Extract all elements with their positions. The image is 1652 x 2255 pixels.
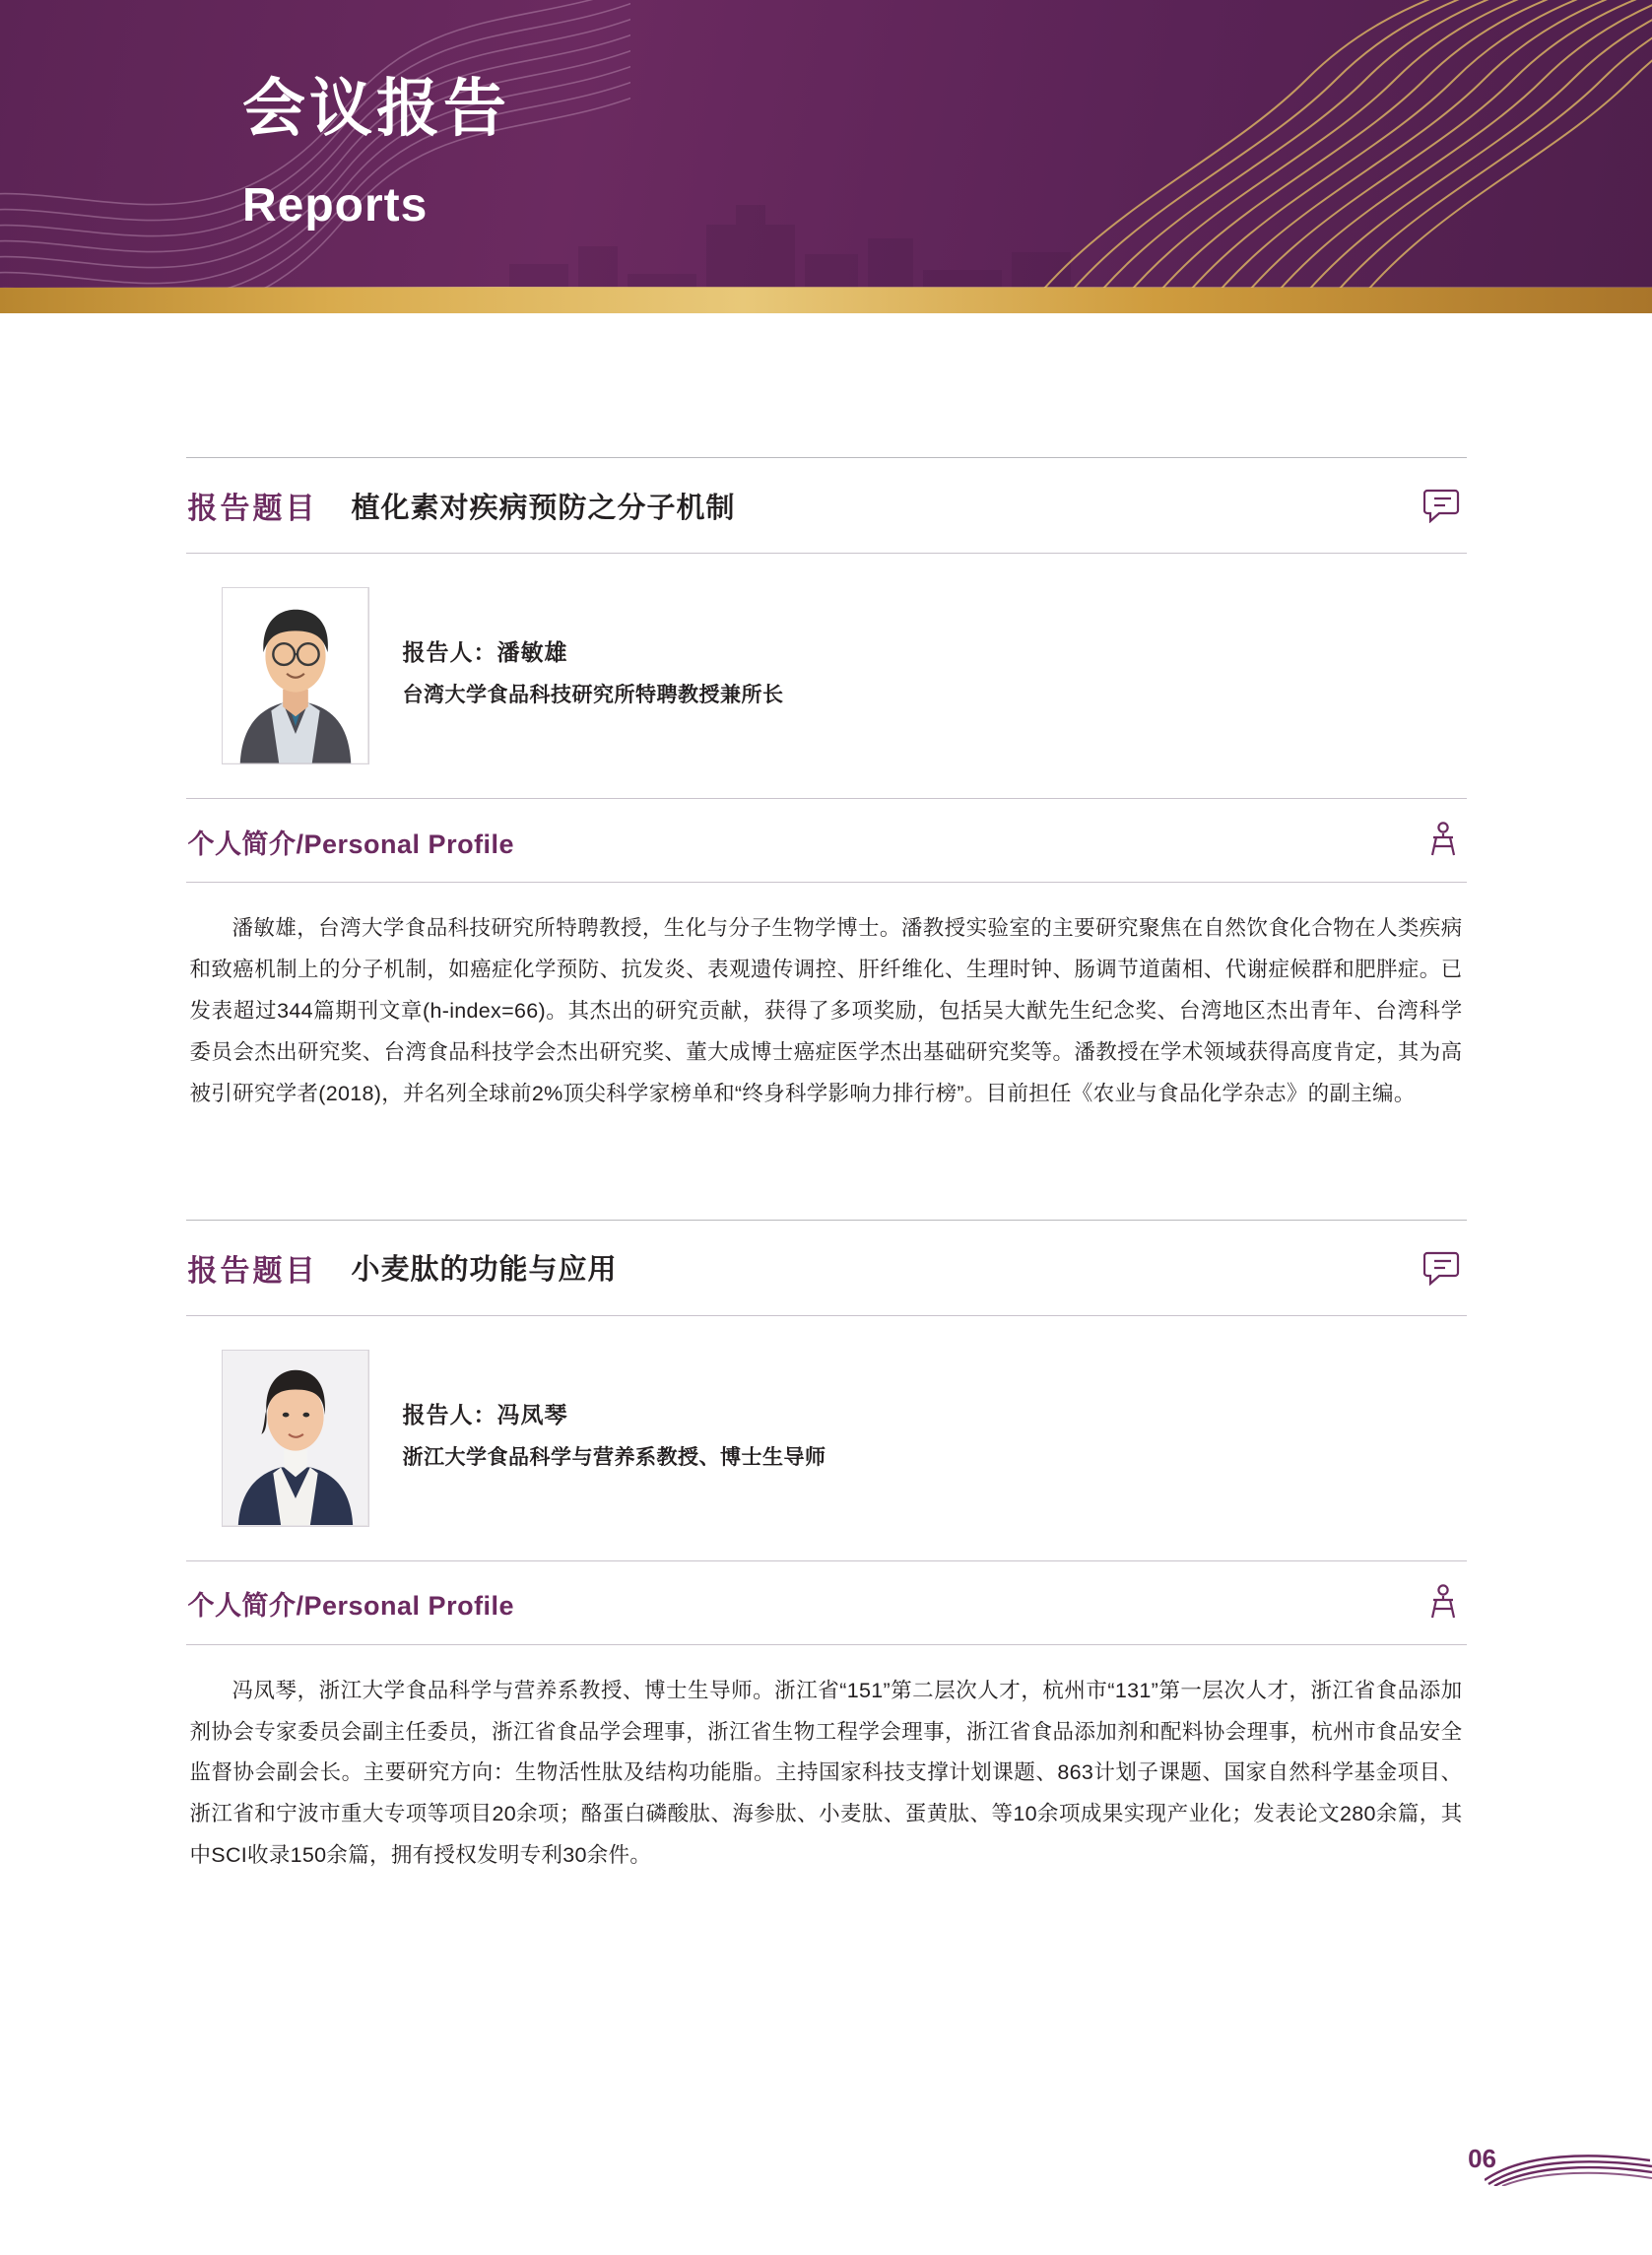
speaker-label: 报告人： [402, 639, 497, 665]
speaker-meta [403, 587, 784, 708]
speaker-affiliation: 台湾大学食品科技研究所特聘教授兼所长 [402, 684, 784, 706]
profile-text-body [186, 1645, 1467, 1878]
report-title-label: 报告题目 [187, 493, 318, 525]
profile-heading: 个人简介/Personal Profile [187, 1591, 515, 1622]
report-title: 植化素对疾病预防之分子机制 [351, 492, 736, 524]
report-title-label: 报告题目 [187, 1254, 318, 1288]
speaker-meta [403, 1350, 826, 1471]
speaker-label: 报告人： [402, 1401, 497, 1427]
speech-bubble-icon [1421, 1248, 1465, 1288]
profile-heading-row [186, 1561, 1467, 1644]
speaker-affiliation: 浙江大学食品科学与营养系教授、博士生导师 [402, 1445, 826, 1469]
banner-gold-bar [0, 288, 1652, 313]
profile-heading: 个人简介/Personal Profile [187, 829, 515, 859]
portrait-illustration [223, 588, 368, 763]
speaker-name: 冯凤琴 [496, 1401, 568, 1427]
speaker-podium-icon [1421, 1583, 1465, 1625]
profile-paragraph: 潘敏雄，台湾大学食品科技研究所特聘教授，生化与分子生物学博士。潘教授实验室的主要研究聚焦在自然饮食化合物在人类疾病和致癌机制上的分子机制，如癌症化学预防、抗发炎、表观遗传调控、肝纤维化、生理时钟、肠调节道菌相、代谢症候群和肥胖症。已发表超过344篇期刊文章(h-index=66)。其杰出的研究贡献，获得了多项奖励，包括吴大猷先生纪念奖、台湾地区杰出青年、台湾科学委员会杰出研究奖、台湾食品科技学会杰出研究奖、董大成博士癌症医学杰出基础研究奖等。潘教授在学术领域获得高度肯定，其为高被引研究学者(2018)，并名列全球前2%顶尖科学家榜单和“终身科学影响力排行榜”。目前担任《农业与食品化学杂志》的副主编。 [189, 916, 1463, 1105]
page-number: 06 [1468, 2144, 1496, 2173]
page-header-banner [0, 0, 1652, 313]
reports-content [0, 313, 1652, 1877]
portrait-illustration [223, 1351, 368, 1526]
speaker-row [186, 1316, 1467, 1560]
profile-heading-row [186, 799, 1467, 882]
report-title-row [186, 1221, 1467, 1315]
report-block [186, 457, 1467, 1115]
report-title: 小麦肽的功能与应用 [351, 1254, 618, 1287]
avatar [222, 1350, 369, 1527]
speaker-row [186, 554, 1467, 798]
wave-lines-decoration-right [884, 0, 1652, 313]
profile-paragraph: 冯凤琴，浙江大学食品科学与营养系教授、博士生导师。浙江省“151”第二层次人才，杭州市“131”第一层次人才，浙江省食品添加剂协会专家委员会副主任委员，浙江省食品学会理事，浙江省生物工程学会理事，浙江省食品添加剂和配料协会理事，杭州市食品安全监督协会副会长。主要研究方向：生物活性肽及结构功能脂。主持国家科技支撑计划课题、863计划子课题、国家自然科学基金项目、浙江省和宁波市重大专项等项目20余项；酪蛋白磷酸肽、海参肽、小麦肽、蛋黄肽、等10余项成果实现产业化；发表论文280余篇，其中SCI收录150余篇，拥有授权发明专利30余件。 [189, 1678, 1463, 1868]
profile-text-body [186, 883, 1467, 1115]
speaker-name-line [403, 634, 784, 667]
speech-bubble-icon [1421, 486, 1465, 525]
page-title-cn: 会议报告 [242, 73, 510, 144]
report-title-row [186, 458, 1467, 553]
report-block [186, 1220, 1467, 1878]
speaker-name-line [403, 1397, 826, 1429]
speaker-name: 潘敏雄 [496, 639, 568, 665]
avatar [222, 587, 369, 764]
speaker-podium-icon [1421, 821, 1465, 862]
page-title-en: Reports [242, 179, 429, 232]
footer-swoosh-decoration [1485, 2147, 1652, 2186]
